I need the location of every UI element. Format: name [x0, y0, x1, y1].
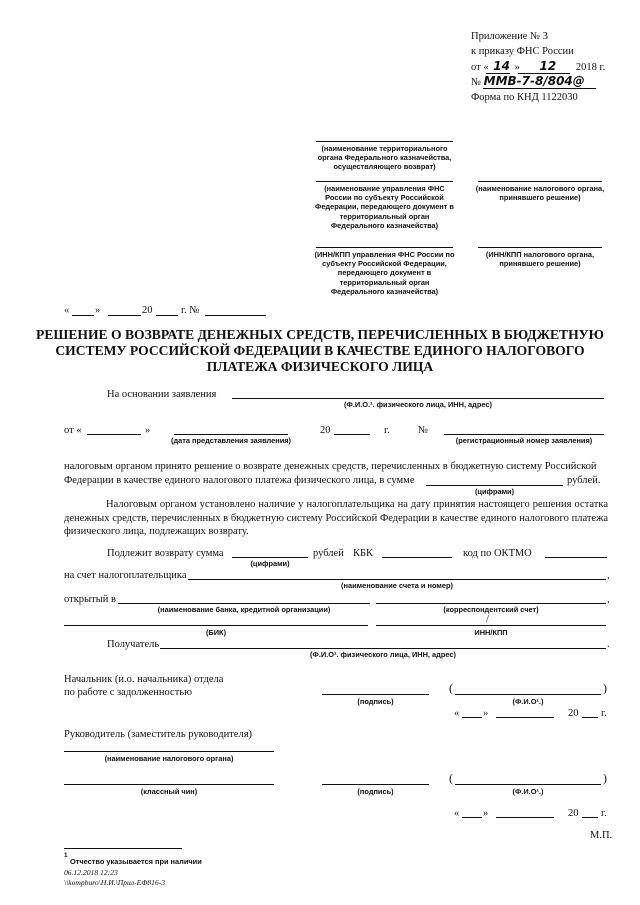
inn-kpp-slash: / — [486, 614, 489, 625]
rank-sub: (классный чин) — [140, 787, 198, 796]
tax-org-label: (наименование налогового органа, принявшего решение) — [475, 184, 605, 203]
inn-kpp-sub: ИНН/КПП — [474, 628, 508, 637]
chief-sign-sub: (подпись) — [357, 787, 394, 796]
footnote-mark: 1 — [64, 852, 68, 859]
refund-sum-label: Подлежит возврату сумма — [107, 548, 224, 559]
doc-date-year-prefix: 20 — [142, 305, 153, 316]
document-title-line1: РЕШЕНИЕ О ВОЗВРАТЕ ДЕНЕЖНЫХ СРЕДСТВ, ПЕРЕЧИСЛЕННЫХ В БЮДЖЕТНУЮ — [36, 327, 604, 342]
head-fio-sub: (Ф.И.О¹.) — [512, 697, 544, 706]
document-title-line2: СИСТЕМУ РОССИЙСКОЙ ФЕДЕРАЦИИ В КАЧЕСТВЕ ЕДИНОГО НАЛОГОВОГО — [55, 343, 585, 358]
appendix-number: Приложение № 3 — [471, 31, 548, 42]
doc-date-open-quote: « — [64, 305, 70, 316]
seal-place-mp: М.П. — [590, 830, 613, 841]
decision-line2-post: рублей. — [567, 475, 601, 486]
account-sub: (наименование счета и номер) — [341, 581, 453, 590]
footnote-text: Отчество указывается при наличии — [70, 857, 202, 866]
ufns-label: (наименование управления ФНС России по субъекту Российской Федерации, передающего документ в территориальный орган Федерального казначейства) — [315, 184, 454, 230]
decision-line2-pre: Федерации в качестве единого налогового платежа физического лица, в сумме — [64, 475, 415, 486]
chief-org-sub: (наименование налогового органа) — [104, 754, 234, 763]
treasury-label: (наименование территориального органа Федерального казначейства, осуществляющего возврат) — [317, 144, 452, 172]
application-year-prefix: 20 — [320, 425, 331, 436]
application-year-suffix: г. — [384, 425, 390, 436]
decision-line1: налоговым органом принято решение о возврате денежных средств, перечисленных в бюджетную систему Российской — [64, 461, 597, 472]
file-path-stamp: \\kompburo\Н.И.\Прил-ЕФ816-3 — [64, 878, 166, 887]
decision-paragraph: Налоговым органом установлено наличие у налогоплательщика на дату принятия настоящего решения остатка денежных средств, перечисленных в бюджетную систему Российской Федерации в качестве единого налогового платежа физического лица, подлежащих возврату. — [64, 499, 608, 537]
print-timestamp: 06.12.2018 12:23 — [64, 868, 118, 877]
order-reference: к приказу ФНС России — [471, 46, 574, 57]
corr-account-sub: (корреспондентский счет) — [443, 605, 539, 614]
doc-date-year-suffix: г. № — [181, 305, 200, 316]
opened-in-label: открытый в — [64, 594, 116, 605]
recipient-sub: (Ф.И.О¹. физического лица, ИНН, адрес) — [310, 650, 456, 659]
order-number: № ММВ-7-8/804@ — [471, 74, 585, 88]
basis-fio-sub: (Ф.И.О.¹. физического лица, ИНН, адрес) — [344, 400, 492, 409]
basis-label: На основании заявления — [107, 389, 217, 400]
oktmo-label: код по ОКТМО — [463, 548, 532, 559]
head-sign-sub: (подпись) — [357, 697, 394, 706]
recipient-label: Получатель — [107, 639, 160, 650]
chief-title: Руководитель (заместитель руководителя) — [64, 729, 253, 740]
kbk-label: КБК — [353, 548, 374, 559]
decision-sum-sub: (цифрами) — [474, 487, 515, 496]
bank-sub: (наименование банка, кредитной организации) — [157, 605, 331, 614]
form-code: Форма по КНД 1122030 — [471, 92, 578, 103]
document-title-line3: ПЛАТЕЖА ФИЗИЧЕСКОГО ЛИЦА — [206, 359, 434, 374]
chief-fio-sub: (Ф.И.О¹.) — [512, 787, 544, 796]
ufns-inn-label: (ИНН/КПП управления ФНС России по субъекту Российской Федерации, передающего документ в территориальный орган Федерального казначейства) — [314, 250, 455, 296]
order-date: от « 14 » 12 2018 г. — [471, 59, 606, 73]
tax-inn-label: (ИНН/КПП налогового органа, принявшего решение) — [485, 250, 595, 269]
refund-sum-sub: (цифрами) — [250, 559, 290, 568]
account-label: на счет налогоплательщика — [64, 570, 187, 581]
head-title-line2: по работе с задолженностью — [64, 687, 192, 698]
head-title-line1: Начальник (и.о. начальника) отдела — [64, 674, 224, 685]
application-date-sub: (дата представления заявления) — [170, 436, 292, 445]
bik-sub: (БИК) — [205, 628, 227, 637]
application-close-quote: » — [145, 425, 151, 436]
application-reg-sub: (регистрационный номер заявления) — [455, 436, 593, 445]
refund-rub-label: рублей — [313, 548, 344, 559]
application-from: от « — [64, 425, 82, 436]
application-num-sign: № — [418, 425, 429, 436]
doc-date-close-quote: » — [95, 305, 101, 316]
